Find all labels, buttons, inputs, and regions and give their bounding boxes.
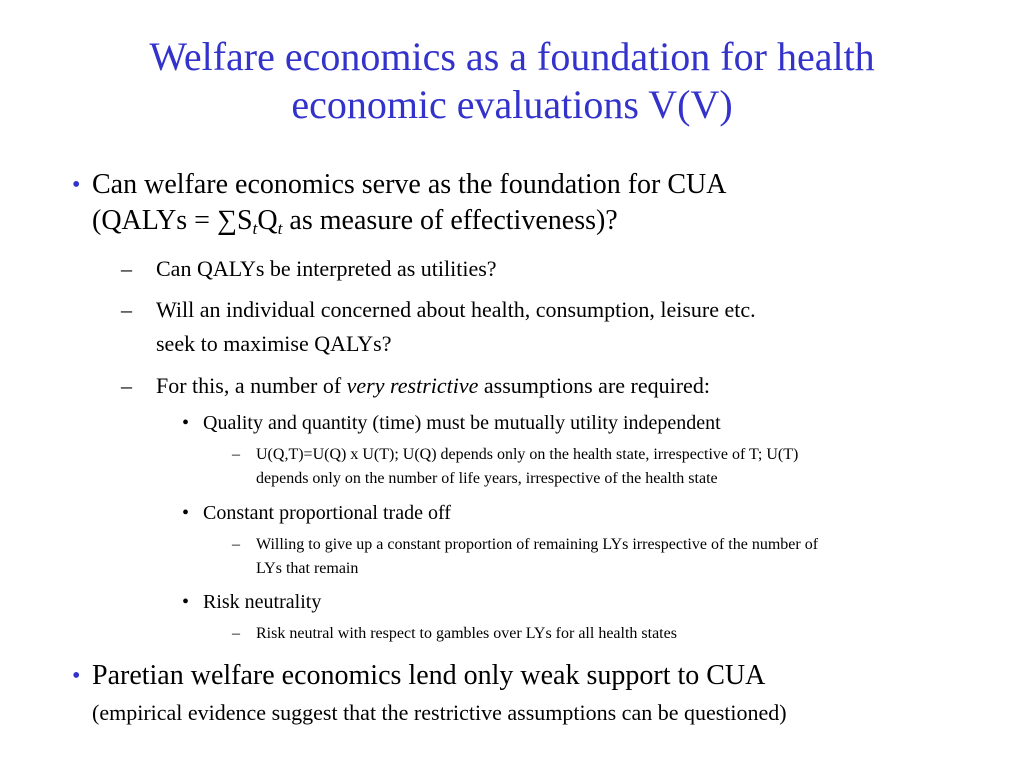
- detail-utility-independence: [232, 443, 972, 491]
- slide-title-line-2: economic evaluations V(V): [291, 82, 733, 127]
- assumption-utility-independence: [182, 409, 982, 437]
- bullet-text-line-1: Paretian welfare economics lend only weak support to CUA: [92, 660, 766, 691]
- assumption-constant-proportional-trade-off: [182, 499, 982, 527]
- sub-bullet-text-suffix: assumptions are required:: [478, 373, 710, 398]
- slide-title: [40, 33, 984, 129]
- detail-text: Risk neutral with respect to gambles over LYs for all health states: [256, 625, 677, 642]
- detail-text: [256, 443, 972, 491]
- bullet-text-line-1: Can welfare economics serve as the foundation for CUA: [92, 169, 727, 200]
- sub-bullet-text-prefix: For this, a number of: [156, 373, 347, 398]
- detail-line-2: depends only on the number of life years, irrespective of the health state: [256, 470, 718, 487]
- slide-title-line-1: Welfare economics as a foundation for health: [149, 34, 875, 79]
- sub-bullet-maximise-qalys: [121, 293, 971, 361]
- dash-marker: –: [232, 536, 240, 553]
- bullet-note: (empirical evidence suggest that the restrictive assumptions can be questioned): [92, 700, 787, 725]
- bullet-text-line-2-prefix: (QALYs =: [92, 205, 217, 236]
- detail-constant-proportion: [232, 533, 992, 581]
- bullet-marker: •: [182, 591, 190, 613]
- sub-bullet-line-1: Will an individual concerned about health, consumption, leisure etc.: [156, 297, 756, 322]
- bullet-text: [92, 658, 972, 731]
- dash-marker: –: [121, 297, 132, 322]
- assumption-text: Risk neutrality: [203, 591, 322, 613]
- detail-line-1: U(Q,T)=U(Q) x U(T); U(Q) depends only on the health state, irrespective of T; U(T): [256, 446, 799, 463]
- detail-text: [256, 533, 992, 581]
- dash-marker: –: [232, 625, 240, 642]
- sigma-symbol: ∑: [216, 205, 237, 236]
- assumption-text: Constant proportional trade off: [203, 502, 451, 524]
- sub-bullet-text: Can QALYs be interpreted as utilities?: [156, 256, 497, 281]
- bullet-marker: •: [72, 172, 81, 198]
- assumption-risk-neutrality: [182, 588, 982, 616]
- detail-line-2: LYs that remain: [256, 560, 359, 577]
- bullet-text-line-2-suffix: as measure of effectiveness)?: [282, 205, 618, 236]
- bullet-marker: •: [182, 502, 190, 524]
- subscript-t-2: t: [277, 219, 283, 239]
- assumption-text: Quality and quantity (time) must be mutually utility independent: [203, 412, 721, 434]
- detail-line-1: Willing to give up a constant proportion of remaining LYs irrespective of the number of: [256, 536, 819, 553]
- sub-bullet-line-2: seek to maximise QALYs?: [156, 331, 392, 356]
- bullet-cua-question: [72, 167, 972, 247]
- dash-marker: –: [121, 256, 132, 281]
- sub-bullet-qalys-utilities: [121, 252, 971, 286]
- detail-risk-neutral: [232, 622, 972, 646]
- bullet-marker: •: [72, 663, 81, 689]
- symbol-s: S: [236, 205, 253, 236]
- dash-marker: –: [232, 446, 240, 463]
- sub-bullet-restrictive-assumptions: [121, 369, 971, 403]
- sub-bullet-text: [156, 369, 971, 403]
- bullet-marker: •: [182, 412, 190, 434]
- bullet-paretian-support: [72, 658, 972, 731]
- symbol-q: Q: [257, 205, 278, 236]
- bullet-text: [92, 167, 972, 247]
- subscript-t-1: t: [252, 219, 258, 239]
- sub-bullet-text: [156, 293, 971, 361]
- italic-phrase: very restrictive: [346, 373, 479, 398]
- dash-marker: –: [121, 373, 132, 398]
